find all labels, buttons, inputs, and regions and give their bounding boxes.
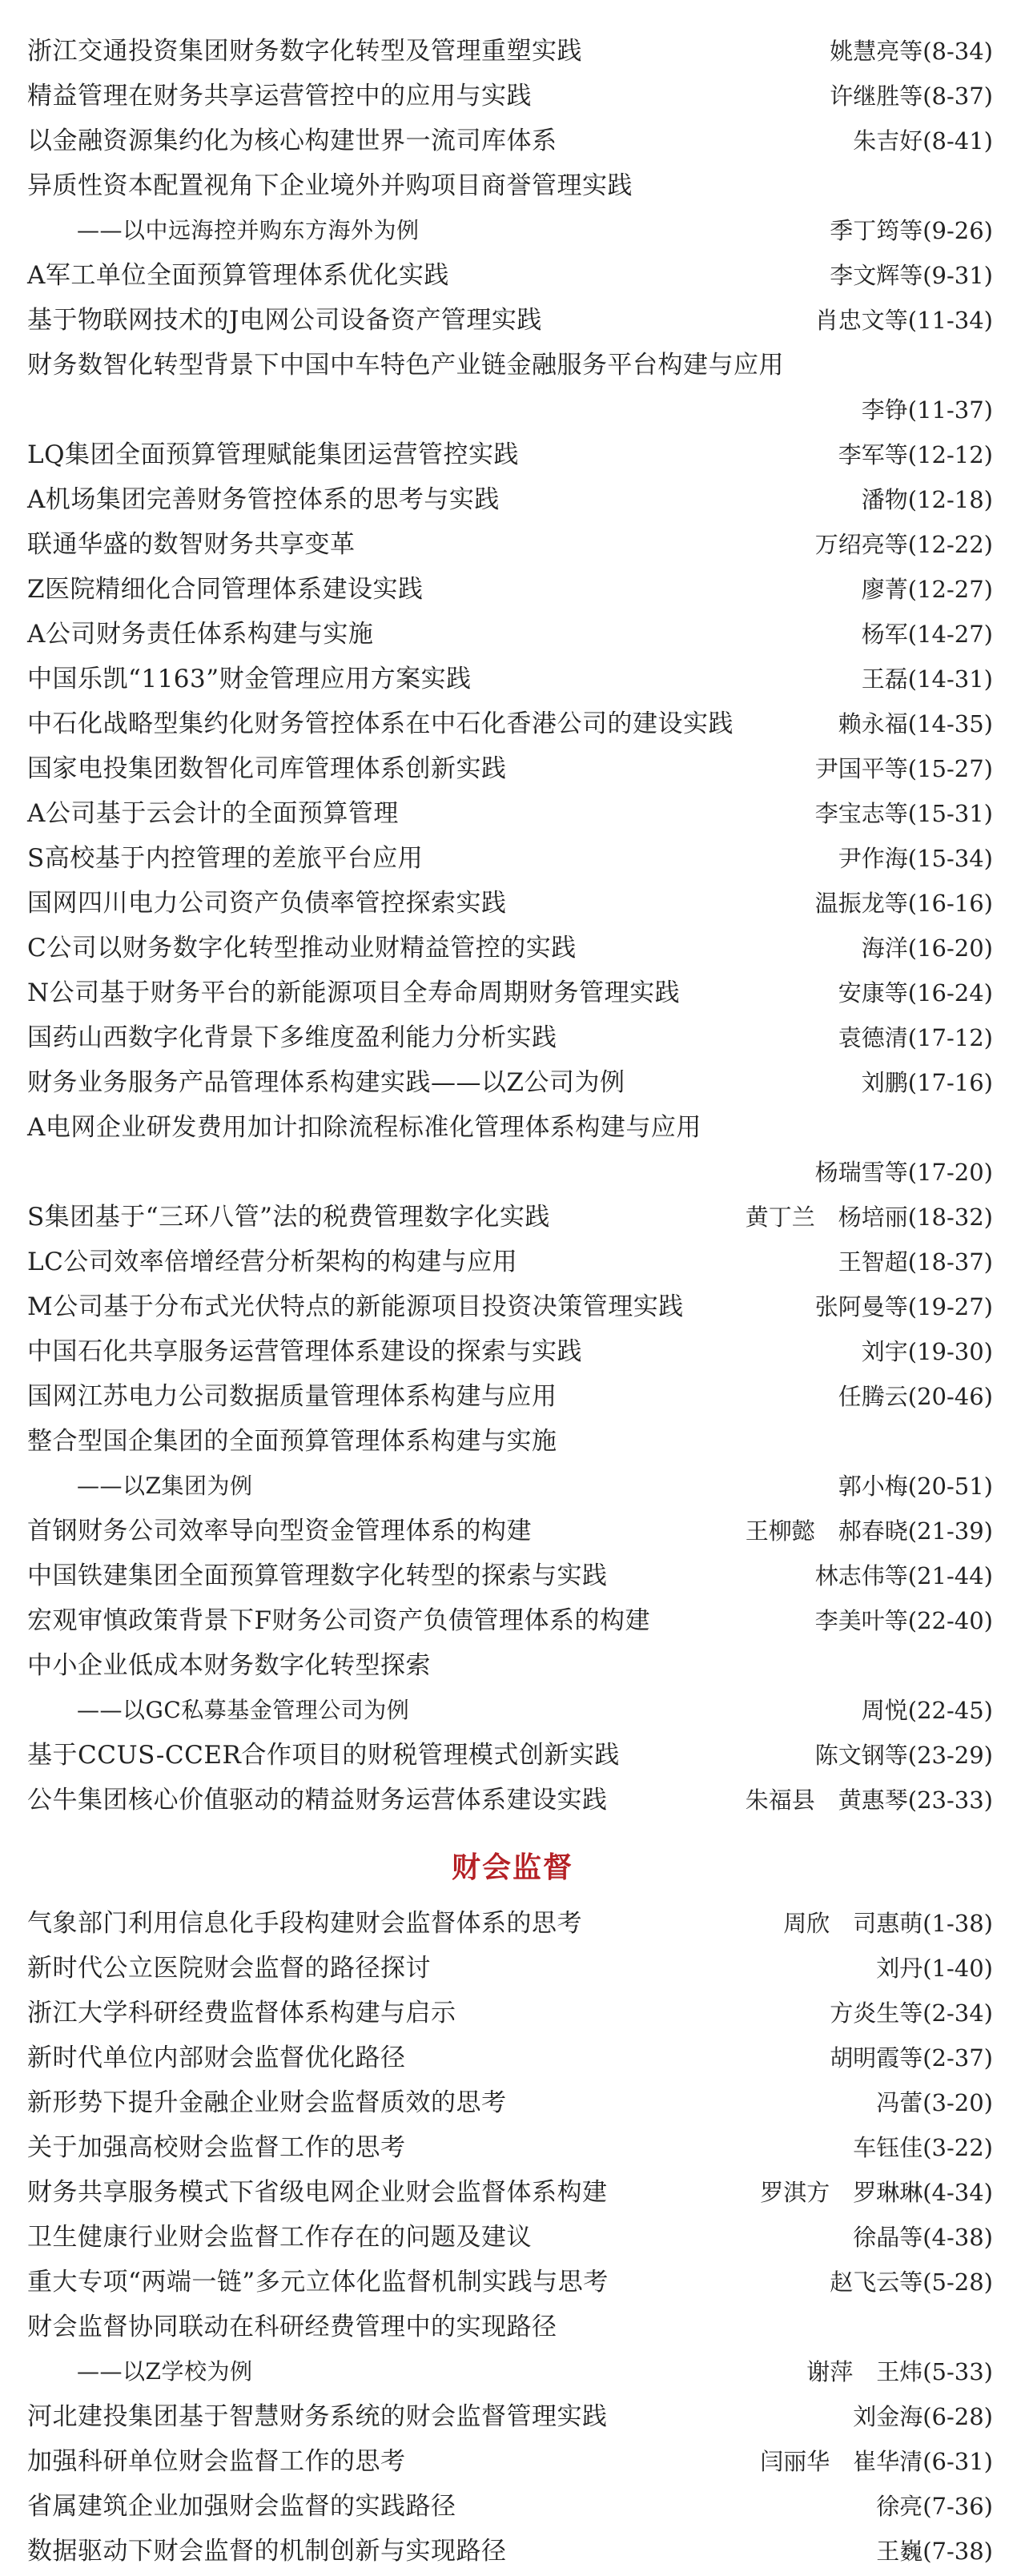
section-financial-management xyxy=(0,29,1025,1822)
entry-author-ref: 罗淇方 罗琳琳(4-34) xyxy=(760,2179,993,2206)
toc-entry xyxy=(0,926,1025,971)
toc-entry xyxy=(0,1374,1025,1419)
entry-title: 联通华盛的数智财务共享变革 xyxy=(27,530,356,559)
entry-author-ref: 王巍(7-38) xyxy=(876,2538,993,2565)
entry-author-ref: 冯蕾(3-20) xyxy=(876,2089,993,2116)
entry-author-ref: 李铮(11-37) xyxy=(861,396,993,424)
entry-title: 卫生健康行业财会监督工作存在的问题及建议 xyxy=(27,2223,532,2252)
entry-title: 精益管理在财务共享运营管控中的应用与实践 xyxy=(27,82,532,111)
entry-title: 省属建筑企业加强财会监督的实践路径 xyxy=(27,2492,456,2521)
entry-author-ref: 尹作海(15-34) xyxy=(838,845,993,872)
toc-entry xyxy=(0,746,1025,791)
toc-entry xyxy=(0,2125,1025,2170)
entry-author-ref: 廖菁(12-27) xyxy=(861,576,993,603)
entry-title: 公牛集团核心价值驱动的精益财务运营体系建设实践 xyxy=(27,1786,608,1814)
entry-author-ref: 任腾云(20-46) xyxy=(838,1383,993,1410)
toc-entry xyxy=(0,1060,1025,1105)
entry-title: 新时代公立医院财会监督的路径探讨 xyxy=(27,1954,431,1983)
entry-title: 异质性资本配置视角下企业境外并购项目商誉管理实践 xyxy=(27,171,633,200)
entry-title: 加强科研单位财会监督工作的思考 xyxy=(27,2447,406,2476)
toc-entry xyxy=(0,2529,1025,2574)
toc-entry xyxy=(0,298,1025,343)
entry-title: 中小企业低成本财务数字化转型探索 xyxy=(27,1651,431,1680)
entry-author-ref: 朱福县 黄惠琴(23-33) xyxy=(745,1786,993,1814)
toc-entry xyxy=(0,2349,1025,2394)
entry-author-ref: 徐亮(7-36) xyxy=(876,2493,993,2520)
entry-title: A公司财务责任体系构建与实施 xyxy=(27,620,374,649)
entry-author-ref: 周悦(22-45) xyxy=(861,1697,993,1724)
entry-author-ref: 许继胜等(8-37) xyxy=(830,82,993,110)
toc-entry xyxy=(0,477,1025,522)
entry-author-ref: 朱吉好(8-41) xyxy=(853,127,993,155)
toc-entry xyxy=(0,119,1025,163)
toc-entry xyxy=(0,29,1025,74)
entry-title: M公司基于分布式光伏特点的新能源项目投资决策管理实践 xyxy=(27,1292,684,1321)
entry-author-ref: 肖忠文等(11-34) xyxy=(814,307,993,334)
toc-entry xyxy=(0,2215,1025,2260)
entry-author-ref: 海洋(16-20) xyxy=(861,934,993,962)
entry-title: 中国铁建集团全面预算管理数字化转型的探索与实践 xyxy=(27,1561,608,1590)
toc-entry xyxy=(0,2484,1025,2529)
entry-subtitle: ——以GC私募基金管理公司为例 xyxy=(77,1697,410,1723)
entry-title: 以金融资源集约化为核心构建世界一流司库体系 xyxy=(27,127,557,155)
toc-entry xyxy=(0,1598,1025,1643)
entry-title: 中石化战略型集约化财务管控体系在中石化香港公司的建设实践 xyxy=(27,709,734,738)
toc-entry xyxy=(0,2080,1025,2125)
entry-title: 国网四川电力公司资产负债率管控探索实践 xyxy=(27,889,507,918)
toc-entry xyxy=(0,2035,1025,2080)
entry-title: 河北建投集团基于智慧财务系统的财会监督管理实践 xyxy=(27,2402,608,2431)
entry-author-ref: 谢萍 王炜(5-33) xyxy=(806,2358,993,2385)
toc-entry xyxy=(0,1991,1025,2035)
entry-author-ref: 潘物(12-18) xyxy=(861,486,993,513)
toc-entry xyxy=(0,1901,1025,1946)
section-heading: 财会监督 xyxy=(451,1851,573,1884)
entry-author-ref: 刘鹏(17-16) xyxy=(861,1069,993,1096)
toc-entry xyxy=(0,1150,1025,1195)
section-financial-supervision xyxy=(0,1839,1025,2574)
toc-entry xyxy=(0,1464,1025,1509)
entry-subtitle: ——以Z集团为例 xyxy=(77,1473,253,1499)
entry-title: 财会监督协同联动在科研经费管理中的实现路径 xyxy=(27,2313,557,2341)
toc-entry xyxy=(0,253,1025,298)
entry-title: N公司基于财务平台的新能源项目全寿命周期财务管理实践 xyxy=(27,979,681,1007)
toc-entry xyxy=(0,2439,1025,2484)
toc-entry xyxy=(0,881,1025,926)
entry-title: 国网江苏电力公司数据质量管理体系构建与应用 xyxy=(27,1382,557,1411)
toc-entry xyxy=(0,1284,1025,1329)
entry-author-ref: 万绍亮等(12-22) xyxy=(814,531,993,558)
toc-entry xyxy=(0,1946,1025,1991)
entry-title: 财务数智化转型背景下中国中车特色产业链金融服务平台构建与应用 xyxy=(27,351,784,380)
entry-title: 新形势下提升金融企业财会监督质效的思考 xyxy=(27,2088,507,2117)
entry-author-ref: 黄丁兰 杨培丽(18-32) xyxy=(745,1204,993,1231)
toc-entry xyxy=(0,2394,1025,2439)
entry-author-ref: 尹国平等(15-27) xyxy=(814,755,993,782)
toc-entry xyxy=(0,1688,1025,1733)
entry-title: A电网企业研发费用加计扣除流程标准化管理体系构建与应用 xyxy=(27,1113,701,1142)
toc-entry xyxy=(0,522,1025,567)
toc-entry xyxy=(0,432,1025,477)
entry-author-ref: 刘丹(1-40) xyxy=(876,1955,993,1982)
entry-author-ref: 袁德清(17-12) xyxy=(838,1024,993,1051)
toc-entry xyxy=(0,2305,1025,2349)
entry-author-ref: 张阿曼等(19-27) xyxy=(814,1293,993,1320)
toc-entry xyxy=(0,1419,1025,1464)
entry-author-ref: 杨军(14-27) xyxy=(861,621,993,648)
entry-title: S集团基于“三环八管”法的税费管理数字化实践 xyxy=(27,1203,550,1232)
entry-title: A公司基于云会计的全面预算管理 xyxy=(27,799,399,828)
entry-author-ref: 安康等(16-24) xyxy=(838,979,993,1007)
entry-author-ref: 周欣 司惠萌(1-38) xyxy=(783,1910,993,1937)
toc-entry xyxy=(0,791,1025,836)
entry-title: LQ集团全面预算管理赋能集团运营管控实践 xyxy=(27,440,519,469)
toc-entry xyxy=(0,1553,1025,1598)
entry-author-ref: 姚慧亮等(8-34) xyxy=(830,38,993,65)
entry-author-ref: 季丁筠等(9-26) xyxy=(830,217,993,244)
entry-subtitle: ——以Z学校为例 xyxy=(77,2358,253,2385)
entry-author-ref: 胡明霞等(2-37) xyxy=(830,2044,993,2072)
entry-subtitle: ——以中远海控并购东方海外为例 xyxy=(77,217,420,243)
entry-title: 中国石化共享服务运营管理体系建设的探索与实践 xyxy=(27,1337,582,1366)
entry-author-ref: 林志伟等(21-44) xyxy=(814,1562,993,1589)
entry-author-ref: 王磊(14-31) xyxy=(861,665,993,693)
toc-entry xyxy=(0,388,1025,432)
entry-author-ref: 方炎生等(2-34) xyxy=(830,1999,993,2027)
entry-author-ref: 刘金海(6-28) xyxy=(853,2403,993,2430)
toc-entry xyxy=(0,657,1025,701)
toc-entry xyxy=(0,1105,1025,1150)
entry-author-ref: 王柳懿 郝春晓(21-39) xyxy=(745,1517,993,1545)
toc-entry xyxy=(0,1733,1025,1778)
entry-author-ref: 温振龙等(16-16) xyxy=(814,890,993,917)
entry-title: 新时代单位内部财会监督优化路径 xyxy=(27,2044,406,2072)
toc-entry xyxy=(0,343,1025,388)
entry-title: 国药山西数字化背景下多维度盈利能力分析实践 xyxy=(27,1023,557,1052)
toc-entry xyxy=(0,971,1025,1015)
toc-entry xyxy=(0,1329,1025,1374)
section-heading-wrap xyxy=(0,1839,1025,1901)
entry-title: A军工单位全面预算管理体系优化实践 xyxy=(27,261,449,290)
entry-title: 基于CCUS-CCER合作项目的财税管理模式创新实践 xyxy=(27,1741,620,1770)
toc-entry xyxy=(0,2260,1025,2305)
entry-title: 浙江大学科研经费监督体系构建与启示 xyxy=(27,1999,456,2027)
toc-entry xyxy=(0,836,1025,881)
entry-title: S高校基于内控管理的差旅平台应用 xyxy=(27,844,424,873)
entry-title: 气象部门利用信息化手段构建财会监督体系的思考 xyxy=(27,1909,582,1938)
toc-entry xyxy=(0,1195,1025,1240)
entry-author-ref: 李宝志等(15-31) xyxy=(814,800,993,827)
entry-title: 首钢财务公司效率导向型资金管理体系的构建 xyxy=(27,1517,532,1545)
entry-author-ref: 李文辉等(9-31) xyxy=(830,262,993,289)
entry-title: C公司以财务数字化转型推动业财精益管控的实践 xyxy=(27,934,577,962)
entry-author-ref: 杨瑞雪等(17-20) xyxy=(814,1159,993,1186)
entry-title: 基于物联网技术的J电网公司设备资产管理实践 xyxy=(27,306,542,335)
entry-title: 中国乐凯“1163”财金管理应用方案实践 xyxy=(27,665,472,693)
toc-entry xyxy=(0,1015,1025,1060)
entry-title: 宏观审慎政策背景下F财务公司资产负债管理体系的构建 xyxy=(27,1606,651,1635)
entry-title: 财务共享服务模式下省级电网企业财会监督体系构建 xyxy=(27,2178,608,2207)
toc-entry xyxy=(0,701,1025,746)
entry-author-ref: 车钰佳(3-22) xyxy=(853,2134,993,2161)
entry-author-ref: 王智超(18-37) xyxy=(838,1248,993,1276)
entry-author-ref: 闫丽华 崔华清(6-31) xyxy=(760,2448,993,2475)
toc-entry xyxy=(0,208,1025,253)
toc-entry xyxy=(0,612,1025,657)
entry-author-ref: 陈文钢等(23-29) xyxy=(814,1742,993,1769)
entry-author-ref: 赖永福(14-35) xyxy=(838,710,993,737)
entry-title: 财务业务服务产品管理体系构建实践——以Z公司为例 xyxy=(27,1068,625,1097)
entry-author-ref: 李美叶等(22-40) xyxy=(814,1607,993,1634)
toc-entry xyxy=(0,567,1025,612)
entry-title: 数据驱动下财会监督的机制创新与实现路径 xyxy=(27,2537,507,2566)
toc-entry xyxy=(0,163,1025,208)
entry-title: 浙江交通投资集团财务数字化转型及管理重塑实践 xyxy=(27,37,582,66)
entry-title: 重大专项“两端一链”多元立体化监督机制实践与思考 xyxy=(27,2268,609,2297)
entry-title: 国家电投集团数智化司库管理体系创新实践 xyxy=(27,754,507,783)
entry-author-ref: 赵飞云等(5-28) xyxy=(830,2269,993,2296)
toc-entry xyxy=(0,1643,1025,1688)
entry-author-ref: 李军等(12-12) xyxy=(838,441,993,468)
toc-entry xyxy=(0,74,1025,119)
entry-author-ref: 郭小梅(20-51) xyxy=(838,1473,993,1500)
entry-title: Z医院精细化合同管理体系建设实践 xyxy=(27,575,424,604)
entry-title: 整合型国企集团的全面预算管理体系构建与实施 xyxy=(27,1427,557,1456)
entry-title: A机场集团完善财务管控体系的思考与实践 xyxy=(27,485,500,514)
entry-title: 关于加强高校财会监督工作的思考 xyxy=(27,2133,406,2162)
toc-entry xyxy=(0,1509,1025,1553)
entry-title: LC公司效率倍增经营分析架构的构建与应用 xyxy=(27,1248,518,1276)
entry-author-ref: 徐晶等(4-38) xyxy=(853,2224,993,2251)
toc-entry xyxy=(0,1240,1025,1284)
entry-author-ref: 刘宇(19-30) xyxy=(861,1338,993,1365)
toc-entry xyxy=(0,2170,1025,2215)
toc-entry xyxy=(0,1778,1025,1822)
